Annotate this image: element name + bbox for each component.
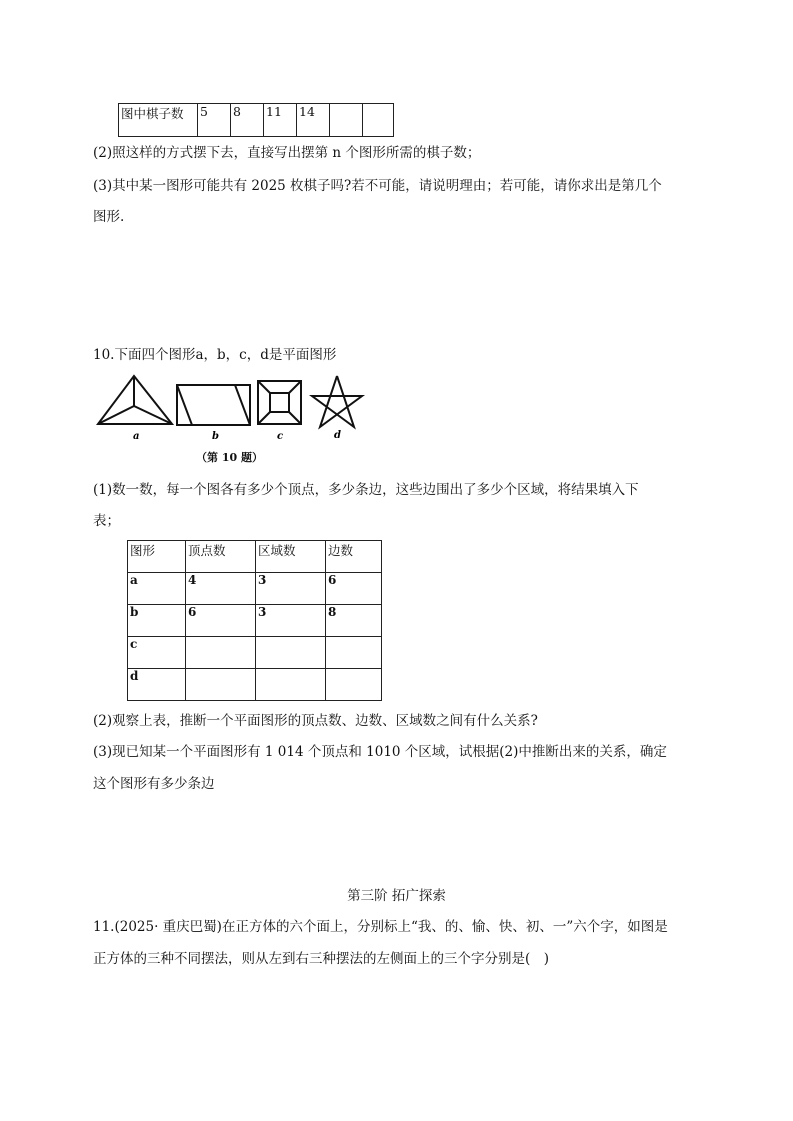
table-header-cell: 区域数 bbox=[256, 541, 326, 573]
vertex-region-edge-table bbox=[127, 540, 382, 701]
table-cell: 4 bbox=[186, 573, 256, 605]
q9-part3-line1: (3)其中某一图形可能共有 2025 枚棋子吗?若不可能，请说明理由；若可能，请你求出是第几个 bbox=[93, 178, 662, 194]
table-cell: a bbox=[128, 573, 186, 605]
table-header-cell: 边数 bbox=[326, 541, 382, 573]
q10-title: 10.下面四个图形a，b，c，d是平面图形 bbox=[93, 347, 337, 363]
table-cell: 3 bbox=[256, 605, 326, 637]
figure-b-rectangle bbox=[177, 385, 250, 425]
figure-label-b: b bbox=[212, 431, 219, 442]
table-cell: 6 bbox=[186, 605, 256, 637]
q9-part2: (2)照这样的方式摆下去，直接写出摆第 n 个图形所需的棋子数； bbox=[93, 145, 481, 161]
table-cell: 8 bbox=[231, 104, 264, 137]
table-cell: 11 bbox=[264, 104, 297, 137]
figure-label-d: d bbox=[334, 430, 341, 441]
figure-label-a: a bbox=[133, 431, 140, 442]
table-row bbox=[128, 637, 382, 669]
table-row bbox=[128, 669, 382, 701]
table-cell: c bbox=[128, 637, 186, 669]
table-row bbox=[128, 605, 382, 637]
figure-d-star bbox=[312, 376, 362, 427]
table-cell bbox=[256, 669, 326, 701]
table-row bbox=[119, 104, 394, 137]
q10-part3-line2: 这个图形有多少条边 bbox=[93, 776, 215, 792]
q9-part3-line2: 图形. bbox=[93, 209, 125, 225]
table-cell: 6 bbox=[326, 573, 382, 605]
q10-part2: (2)观察上表，推断一个平面图形的顶点数、边数、区域数之间有什么关系? bbox=[93, 713, 538, 729]
q10-part1-line2: 表； bbox=[93, 513, 120, 529]
table-cell bbox=[186, 637, 256, 669]
section-title: 第三阶 拓广探索 bbox=[347, 888, 446, 904]
table-header-cell: 顶点数 bbox=[186, 541, 256, 573]
table-cell: 8 bbox=[326, 605, 382, 637]
figure-a-triangle bbox=[98, 376, 172, 424]
table-cell bbox=[326, 669, 382, 701]
table-cell: 3 bbox=[256, 573, 326, 605]
table-cell bbox=[363, 104, 394, 137]
q10-figures bbox=[90, 372, 380, 447]
table-cell: 图中棋子数 bbox=[119, 104, 198, 137]
chess-count-table bbox=[118, 103, 394, 137]
table-cell: 5 bbox=[198, 104, 231, 137]
figure-label-c: c bbox=[277, 431, 284, 442]
q11-line1: 11.(2025· 重庆巴蜀)在正方体的六个面上，分别标上“我、的、愉、快、初、一”六个字，如图是 bbox=[93, 919, 668, 935]
table-cell bbox=[256, 637, 326, 669]
q11-line2: 正方体的三种不同摆法，则从左到右三种摆法的左侧面上的三个字分别是( ) bbox=[93, 951, 550, 967]
q10-part1-line1: (1)数一数，每一个图各有多少个顶点，多少条边，这些边围出了多少个区域，将结果填入下 bbox=[93, 482, 639, 498]
table-header-cell: 图形 bbox=[128, 541, 186, 573]
table-cell bbox=[330, 104, 363, 137]
table-row bbox=[128, 573, 382, 605]
q10-part3-line1: (3)现已知某一个平面图形有 1 014 个顶点和 1010 个区域，试根据(2)中推断出来的关系，确定 bbox=[93, 744, 667, 760]
figure-caption: （第 10 题） bbox=[196, 451, 263, 464]
figure-c-squares bbox=[258, 381, 301, 424]
table-cell bbox=[186, 669, 256, 701]
table-cell: 14 bbox=[297, 104, 330, 137]
table-cell: d bbox=[128, 669, 186, 701]
table-cell bbox=[326, 637, 382, 669]
table-header-row bbox=[128, 541, 382, 573]
table-cell: b bbox=[128, 605, 186, 637]
